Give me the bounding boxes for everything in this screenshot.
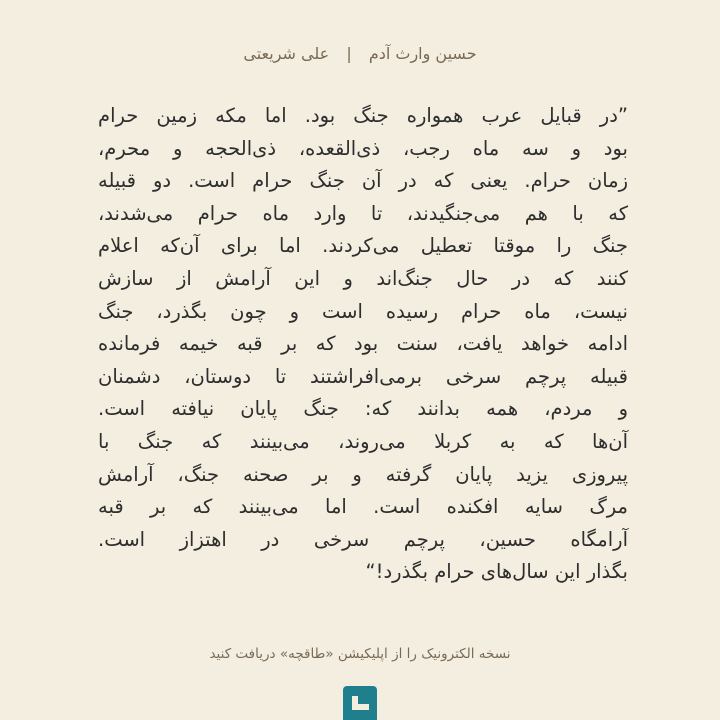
quote-line: قبیله پرچم سرخی برمی‌افراشتند تا دوستان، دشمنان [98,364,628,388]
quote-line: آرامگاه حسین، پرچم سرخی در اهتزاز است. [98,527,628,551]
quote-line: آن‌ها که به کربلا می‌روند، می‌بینند که جنگ با [98,429,628,453]
quote-line: و مردم، همه بدانند که: جنگ پایان نیافته است. [98,397,628,421]
book-title: حسین وارث آدم [368,44,477,63]
quote-line: ”در قبایل عرب همواره جنگ بود. اما مکه زمین حرام [98,104,628,127]
quote-line: زمان حرام. یعنی که در آن جنگ حرام است. دو قبیله [98,169,628,193]
quote-line: بود و سه ماه رجب، ذی‌القعده، ذی‌الحجه و محرم، [98,136,628,160]
author-name: علی شریعتی [243,44,330,63]
footer-download-note: نسخه الکترونیک را از اپلیکیشن «طاقچه» دریافت کنید [209,646,511,662]
taaghche-logo-icon [343,686,377,720]
quote-line: مرگ سایه افکنده است. اما می‌بینند که بر قبه [98,495,628,519]
quote-line: ادامه خواهد یافت، سنت بود که بر قبه خیمه فرمانده [98,332,628,356]
quote-line: که با هم می‌جنگیدند، تا وارد ماه حرام می‌شدند، [98,201,628,225]
quote-line: جنگ را موقتا تعطیل می‌کردند. اما برای آن‌که اعلام [98,234,628,258]
quote-line: پیروزی یزید پایان گرفته و بر صحنه جنگ، آرامش [98,462,628,486]
header [0,44,720,63]
quote-line: نیست، ماه حرام رسیده است و چون بگذرد، جنگ [98,299,628,323]
quote-line: بگذار این سال‌های حرام بگذرد!“ [365,560,628,584]
quote-text [98,100,628,589]
quote-line: کنند که در حال جنگ‌اند و این آرامش از سازش [98,266,628,290]
header-separator: | [346,44,352,63]
